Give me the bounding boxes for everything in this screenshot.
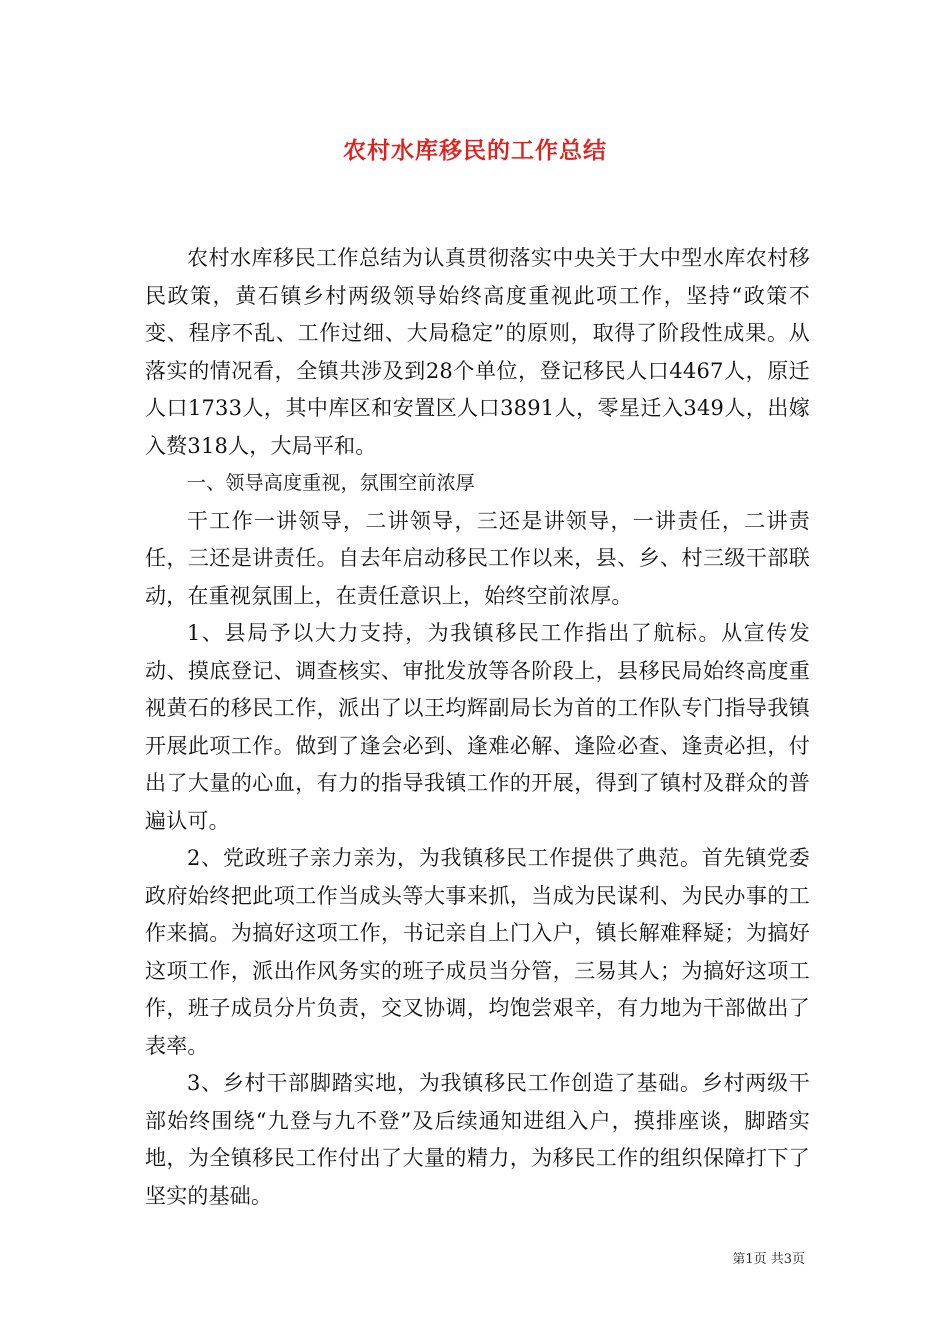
- point-3-paragraph: 3、乡村干部脚踏实地，为我镇移民工作创造了基础。乡村两级干部始终围绕“九登与九不登”及后续通知进组入户，摸排座谈，脚踏实地，为全镇移民工作付出了大量的精力，为移民工作的组织保障打下了坚实的基础。: [145, 1071, 810, 1208]
- document-body: [145, 240, 810, 1215]
- intro-paragraph: 农村水库移民工作总结为认真贯彻落实中央关于大中型水库农村移民政策，黄石镇乡村两级领导始终高度重视此项工作，坚持“政策不变、程序不乱、工作过细、大局稳定”的原则，取得了阶段性成果。从落实的情况看，全镇共涉及到28个单位，登记移民人口4467人，原迁人口1733人，其中库区和安置区人口3891人，零星迁入349人，出嫁入赘318人，大局平和。: [145, 246, 810, 458]
- point-2-paragraph: 2、党政班子亲力亲为，为我镇移民工作提供了典范。首先镇党委政府始终把此项工作当成头等大事来抓，当成为民谋利、为民办事的工作来搞。为搞好这项工作，书记亲自上门入户，镇长解难释疑；为搞好这项工作，派出作风务实的班子成员当分管，三易其人；为搞好这项工作，班子成员分片负责，交叉协调，均饱尝艰辛，有力地为干部做出了表率。: [145, 846, 810, 1058]
- page-number: 第1页 共3页: [732, 1252, 805, 1267]
- section-heading: 一、领导高度重视，氛围空前浓厚: [187, 472, 476, 494]
- page-title: 农村水库移民的工作总结: [343, 137, 607, 164]
- point-1-paragraph: 1、县局予以大力支持，为我镇移民工作指出了航标。从宣传发动、摸底登记、调查核实、审批发放等各阶段上，县移民局始终高度重视黄石的移民工作，派出了以王均辉副局长为首的工作队专门指导我镇开展此项工作。做到了逢会必到、逢难必解、逢险必查、逢责必担，付出了大量的心血，有力的指导我镇工作的开展，得到了镇村及群众的普遍认可。: [145, 621, 810, 833]
- section-paragraph: 干工作一讲领导，二讲领导，三还是讲领导，一讲责任，二讲责任，三还是讲责任。自去年启动移民工作以来，县、乡、村三级干部联动，在重视氛围上，在责任意识上，始终空前浓厚。: [145, 508, 810, 608]
